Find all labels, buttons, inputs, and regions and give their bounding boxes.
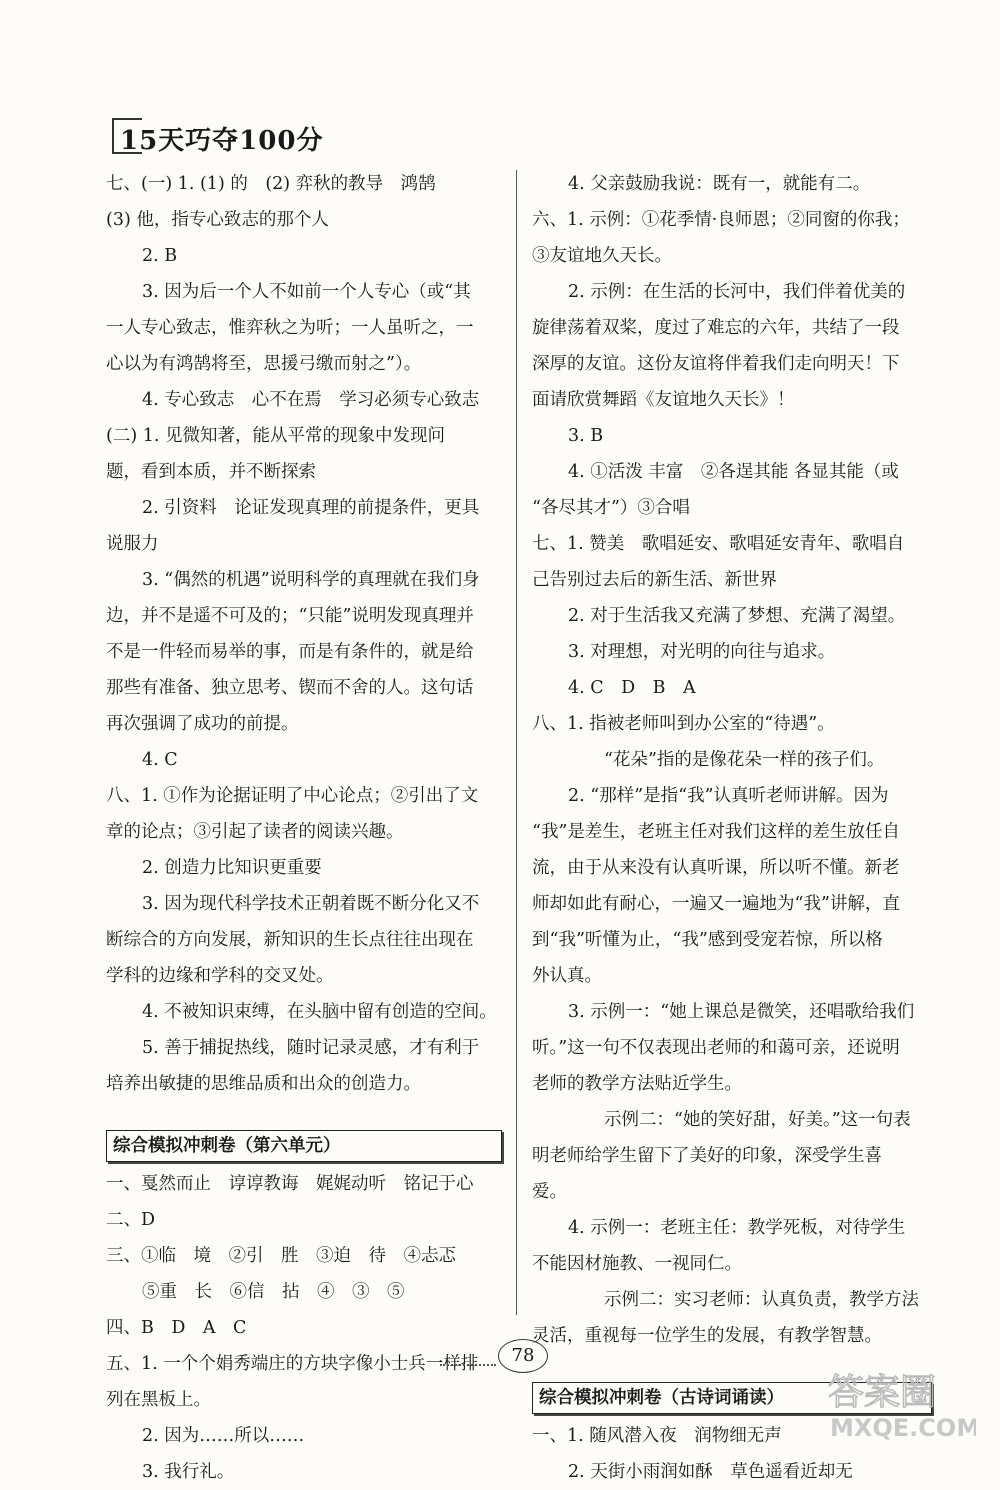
answer-line: 一、戛然而止 谆谆教诲 娓娓动听 铭记于心 bbox=[106, 1174, 474, 1194]
answer-line: 五、1. 一个个娟秀端庄的方块字像小士兵一样排 bbox=[106, 1354, 479, 1374]
answer-line: 3. “偶然的机遇”说明科学的真理就在我们身 bbox=[142, 570, 480, 590]
answer-line: 二、D bbox=[106, 1210, 156, 1230]
answer-line: 5. 善于捕捉热线，随时记录灵感，才有利于 bbox=[142, 1038, 480, 1058]
answer-line: 不能因材施教、一视同仁。 bbox=[532, 1254, 742, 1274]
answer-line: 师却如此有耐心，一遍又一遍地为“我”讲解，直 bbox=[532, 894, 900, 914]
answer-line: 4. 专心致志 心不在焉 学习必须专心致志 bbox=[142, 390, 480, 410]
left-column bbox=[106, 166, 502, 1490]
answer-line: 听。”这一句不仅表现出老师的和蔼可亲，还说明 bbox=[532, 1038, 900, 1058]
answer-line: 3. 对理想，对光明的向往与追求。 bbox=[568, 642, 836, 662]
answer-line: 灵活，重视每一位学生的发展，有教学智慧。 bbox=[532, 1326, 882, 1346]
answer-line: ③友谊地久天长。 bbox=[532, 246, 672, 266]
answer-line: 面请欣赏舞蹈《友谊地久天长》！ bbox=[532, 390, 795, 410]
answer-line: 2. 因为……所以…… bbox=[142, 1426, 305, 1446]
answer-line: 再次强调了成功的前提。 bbox=[106, 714, 299, 734]
answer-line: 六、1. 示例：①花季情·良师恩；②同窗的你我； bbox=[532, 210, 910, 230]
answer-line: 示例二：“她的笑好甜，好美。”这一句表 bbox=[604, 1110, 911, 1130]
answer-line: 那些有准备、独立思考、锲而不舍的人。这句话 bbox=[106, 678, 474, 698]
answer-line: 外认真。 bbox=[532, 966, 602, 986]
answer-line: 八、1. 指被老师叫到办公室的“待遇”。 bbox=[532, 714, 835, 734]
answer-line: 不是一件轻而易举的事，而是有条件的，就是给 bbox=[106, 642, 474, 662]
answer-line: 3. 因为现代科学技术正朝着既不断分化又不 bbox=[142, 894, 480, 914]
answer-line: 2. 示例：在生活的长河中，我们伴着优美的 bbox=[568, 282, 906, 302]
answer-line: 2. 创造力比知识更重要 bbox=[142, 858, 322, 878]
section-heading: 综合模拟冲刺卷（第六单元） bbox=[106, 1130, 502, 1162]
answer-line: 八、1. ①作为论据证明了中心论点；②引出了文 bbox=[106, 786, 479, 806]
answer-line: 4. C bbox=[142, 750, 178, 770]
answer-line: 2. B bbox=[142, 246, 178, 266]
answer-line: 2. 天街小雨润如酥 草色遥看近却无 bbox=[568, 1462, 853, 1482]
column-divider bbox=[516, 170, 517, 1315]
right-column bbox=[532, 166, 932, 1490]
watermark-url: MXQE.COM bbox=[830, 1414, 976, 1442]
answer-line: 4. 示例一：老班主任：教学死板，对待学生 bbox=[568, 1218, 906, 1238]
answer-line: 四、B D A C bbox=[106, 1318, 247, 1338]
answer-line: 3. B bbox=[568, 426, 604, 446]
answer-line: “花朵”指的是像花朵一样的孩子们。 bbox=[604, 750, 885, 770]
answer-line: 己告别过去后的新生活、新世界 bbox=[532, 570, 777, 590]
answer-line: 心以为有鸿鹄将至，思援弓缴而射之”）。 bbox=[106, 354, 422, 374]
answer-line: 三、①临 境 ②引 胜 ③迫 待 ④忐忑 bbox=[106, 1246, 456, 1266]
answer-line: 断综合的方向发展，新知识的生长点往往出现在 bbox=[106, 930, 474, 950]
answer-line: “各尽其才”）③合唱 bbox=[532, 498, 690, 518]
answer-line: 4. 父亲鼓励我说：既有一，就能有二。 bbox=[568, 174, 871, 194]
answer-line: 一人专心致志，惟弈秋之为听；一人虽听之，一 bbox=[106, 318, 474, 338]
section-heading: 综合模拟冲刺卷（古诗词诵读） bbox=[532, 1382, 932, 1414]
answer-line: 3. 因为后一个人不如前一个人专心（或“其 bbox=[142, 282, 471, 302]
page-header bbox=[112, 118, 412, 154]
answer-line: 边，并不是遥不可及的；“只能”说明发现真理并 bbox=[106, 606, 474, 626]
answer-line: (二) 1. 见微知著，能从平常的现象中发现问 bbox=[106, 426, 445, 446]
page-number: 78 bbox=[498, 1339, 548, 1373]
answer-line: 培养出敏捷的思维品质和出众的创造力。 bbox=[106, 1074, 421, 1094]
answer-line: “我”是差生，老班主任对我们这样的差生放任自 bbox=[532, 822, 900, 842]
answer-line: 老师的教学方法贴近学生。 bbox=[532, 1074, 742, 1094]
footer-ornament bbox=[440, 1361, 496, 1366]
answer-line: 4. C D B A bbox=[568, 678, 696, 698]
watermark-logo bbox=[826, 1362, 976, 1442]
answer-line: 2. 对于生活我又充满了梦想、充满了渴望。 bbox=[568, 606, 906, 626]
answer-line: 七、1. 赞美 歌唱延安、歌唱延安青年、歌唱自 bbox=[532, 534, 905, 554]
answer-line: (3) 他，指专心致志的那个人 bbox=[106, 210, 329, 230]
answer-line: 说服力 bbox=[106, 534, 159, 554]
answer-line: 章的论点；③引起了读者的阅读兴趣。 bbox=[106, 822, 404, 842]
answer-line: 示例二：实习老师：认真负责，教学方法 bbox=[604, 1290, 919, 1310]
answer-line: 七、(一) 1. (1) 的 (2) 弈秋的教导 鸿鹄 bbox=[106, 174, 436, 194]
answer-line: 3. 示例一：“她上课总是微笑，还唱歌给我们 bbox=[568, 1002, 915, 1022]
answer-line: 3. 我行礼。 bbox=[142, 1462, 235, 1482]
answer-line: 4. ①活泼 丰富 ②各逞其能 各显其能（或 bbox=[568, 462, 899, 482]
answer-line: ⑤重 长 ⑥信 拈 ④ ③ ⑤ bbox=[142, 1282, 405, 1302]
book-title: 15天巧夺100分 bbox=[120, 126, 324, 156]
section-gap bbox=[106, 1102, 502, 1124]
answer-line: 一、1. 随风潜入夜 润物细无声 bbox=[532, 1426, 782, 1446]
answer-line: 列在黑板上。 bbox=[106, 1390, 211, 1410]
answer-line: 4. 不被知识束缚，在头脑中留有创造的空间。 bbox=[142, 1002, 497, 1022]
page-footer bbox=[440, 1335, 560, 1375]
answer-line: 流，由于从来没有认真听课，所以听不懂。新老 bbox=[532, 858, 900, 878]
answer-line: 到“我”听懂为止，“我”感到受宠若惊，所以格 bbox=[532, 930, 883, 950]
watermark-text: 答案圈 bbox=[828, 1372, 937, 1413]
answer-line: 题，看到本质，并不断探索 bbox=[106, 462, 316, 482]
answer-line: 学科的边缘和学科的交叉处。 bbox=[106, 966, 334, 986]
answer-line: 深厚的友谊。这份友谊将伴着我们走向明天！下 bbox=[532, 354, 900, 374]
answer-line: 明老师给学生留下了美好的印象，深受学生喜 bbox=[532, 1146, 882, 1166]
answer-line: 爱。 bbox=[532, 1182, 567, 1202]
answer-line: 2. 引资料 论证发现真理的前提条件，更具 bbox=[142, 498, 480, 518]
answer-line: 2. “那样”是指“我”认真听老师讲解。因为 bbox=[568, 786, 889, 806]
answer-line: 旋律荡着双桨，度过了难忘的六年，共结了一段 bbox=[532, 318, 900, 338]
